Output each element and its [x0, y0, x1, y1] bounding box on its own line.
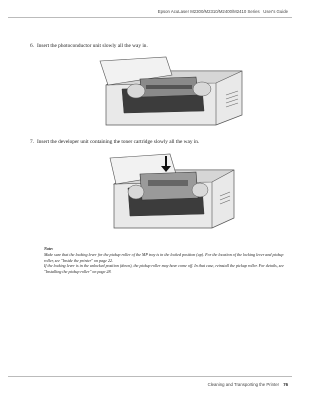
- note-box: [44, 246, 284, 275]
- step-text: Insert the photoconductor unit slowly all the way in.: [37, 43, 148, 49]
- step-6: [30, 43, 148, 50]
- photoconductor-insertion-figure: [92, 55, 252, 127]
- running-header: [158, 9, 288, 14]
- page-number: 76: [283, 382, 288, 387]
- note-paragraph: If the locking lever is in the unlocked position (down), the pickup roller may have come off. In that case, reinstall the pickup roller. For details, see "Installing the pickup roller" on page 28.: [44, 263, 284, 275]
- step-7: [30, 139, 200, 146]
- running-footer: [208, 382, 288, 387]
- header-section: User's Guide: [263, 9, 288, 14]
- step-text: Insert the developer unit containing the toner cartridge slowly all the way in.: [37, 139, 200, 145]
- step-number: 7.: [30, 139, 34, 145]
- header-title: Epson AcuLaser M2300/M2310/M2400/M2410 Series: [157, 9, 260, 14]
- step-number: 6.: [30, 43, 34, 49]
- note-paragraph: Make sure that the locking lever for the pickup roller of the MP tray is in the locked position (up). For the location of the locking lever and pickup roller, see "Inside the printer" on page 22.: [44, 251, 284, 263]
- footer-rule: [8, 376, 292, 377]
- header-rule: [8, 17, 292, 18]
- developer-insertion-figure: [104, 152, 244, 230]
- note-title: Note:: [44, 246, 54, 251]
- footer-chapter: Cleaning and Transporting the Printer: [207, 382, 280, 387]
